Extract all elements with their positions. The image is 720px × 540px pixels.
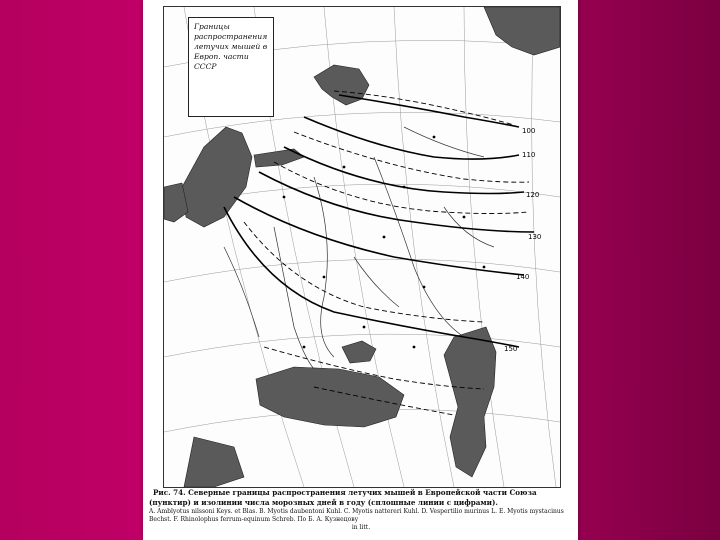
mediterranean — [184, 437, 244, 487]
frost-isolines — [224, 95, 534, 347]
figure-caption — [149, 488, 573, 532]
isoline-label: 100 — [522, 127, 536, 135]
isoline-130 — [259, 172, 534, 232]
gulf-of-finland — [254, 149, 304, 167]
locality-points — [283, 136, 486, 349]
isoline-100 — [339, 95, 519, 127]
isoline-label: 130 — [528, 233, 542, 241]
isoline-label: 150 — [504, 345, 518, 353]
caption-main: Рис. 74. Северные границы распространения летучих мышей в Европейской части Союза (пунктир) и изолинии числа морозных дней в году (сплошные линии с цифрами). — [149, 488, 537, 507]
isoline-labels — [504, 127, 541, 353]
isoline-label: 120 — [526, 191, 540, 199]
sea-of-azov — [342, 341, 376, 363]
black-sea — [256, 367, 404, 427]
caption-tail: in litt. — [351, 524, 371, 531]
isoline-140 — [234, 197, 524, 275]
isoline-label: 110 — [522, 151, 536, 159]
isoline-label: 140 — [516, 273, 530, 281]
caption-species-list: A. Amblyotus nilssoni Keys. et Blas. B. Myotis daubentoni Kuhl. C. Myotis nattereri Kuhl. D. Vespertilio murinus L. E. Myotis mystacinus Bechst. F. Rhinolophus ferrum-equinum Schreb. По Б. А. Кузнецову — [149, 508, 564, 523]
book-page — [143, 0, 578, 540]
baltic-sea — [182, 127, 252, 227]
isoline-150 — [224, 207, 519, 347]
bat-distribution-map — [163, 6, 561, 488]
barents-sea — [484, 7, 560, 55]
map-legend: Границы распространения летучих мышей в Европ. части СССР — [188, 17, 274, 117]
caspian-sea — [444, 327, 496, 477]
